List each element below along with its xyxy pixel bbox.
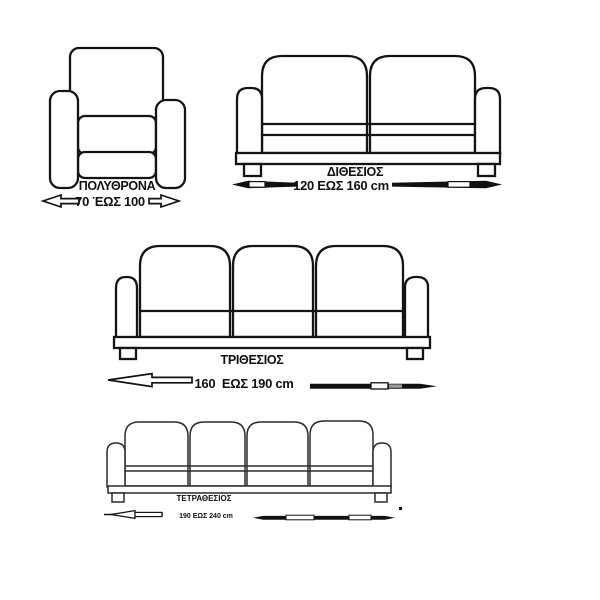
four-seater-range: 190 ΕΩΣ 240 cm: [179, 512, 233, 520]
four-seater-base: [108, 486, 391, 493]
four-seater-left-arrow-icon: [111, 511, 135, 519]
three-seater-left-arrow-icon: [108, 374, 192, 387]
three-seater-label: ΤΡΙΘΕΣΙΟΣ: [220, 353, 284, 367]
armchair-right-arrow-icon: [149, 195, 179, 207]
four-seater-left-armrest: [107, 443, 125, 487]
four-seater-right-arrow-icon: [253, 516, 395, 520]
three-seater-foot: [407, 348, 423, 359]
armchair-seat-front: [78, 152, 156, 178]
three-seater-cushion: [233, 246, 313, 337]
two-seater-foot: [244, 164, 261, 176]
four-seater-foot: [112, 493, 124, 502]
four-seater-cushion: [247, 422, 308, 486]
two-seater-right-armrest: [475, 88, 500, 154]
armchair-right-armrest: [156, 100, 185, 188]
three-seater-right-armrest: [405, 277, 428, 338]
two-seater-range: 120 ΕΩΣ 160 cm: [293, 177, 389, 193]
three-seater-left-armrest: [116, 277, 137, 338]
three-seater-base: [114, 337, 430, 348]
armchair-drawing: [50, 48, 185, 188]
two-seater-left-armrest: [237, 88, 262, 154]
two-seater-label: ΔΙΘΕΣΙΟΣ: [326, 165, 384, 179]
stray-dot: [399, 507, 402, 510]
three-seater-foot: [120, 348, 136, 359]
four-seater-foot: [375, 493, 387, 502]
four-seater-label: ΤΕΤΡΑΘΕΣΙΟΣ: [176, 494, 232, 503]
armchair-left-armrest: [50, 91, 78, 188]
three-seater-cushion: [316, 246, 403, 337]
two-seater-foot: [478, 164, 495, 176]
four-seater-drawing: [107, 421, 391, 502]
armchair-label: ΠΟΛΥΘΡΟΝΑ: [78, 179, 156, 193]
four-seater-cushion: [310, 421, 373, 486]
two-seater-drawing: [236, 56, 500, 176]
two-seater-cushion: [370, 56, 475, 153]
armchair-seat-top: [78, 116, 156, 154]
three-seater-cushion: [140, 246, 230, 337]
armchair-range: 70 ΈΩΣ 100: [75, 193, 145, 209]
three-seater-drawing: [114, 246, 430, 359]
four-seater-cushion: [125, 422, 188, 486]
four-seater-cushion: [190, 422, 245, 486]
two-seater-base: [236, 153, 500, 164]
two-seater-cushion: [262, 56, 367, 153]
two-seater-right-arrow-icon: [392, 181, 502, 188]
four-seater-right-armrest: [373, 443, 391, 487]
three-seater-range: 160 ΕΩΣ 190 cm: [194, 376, 294, 391]
armchair-backrest: [70, 48, 163, 118]
armchair-left-arrow-icon: [43, 195, 79, 207]
